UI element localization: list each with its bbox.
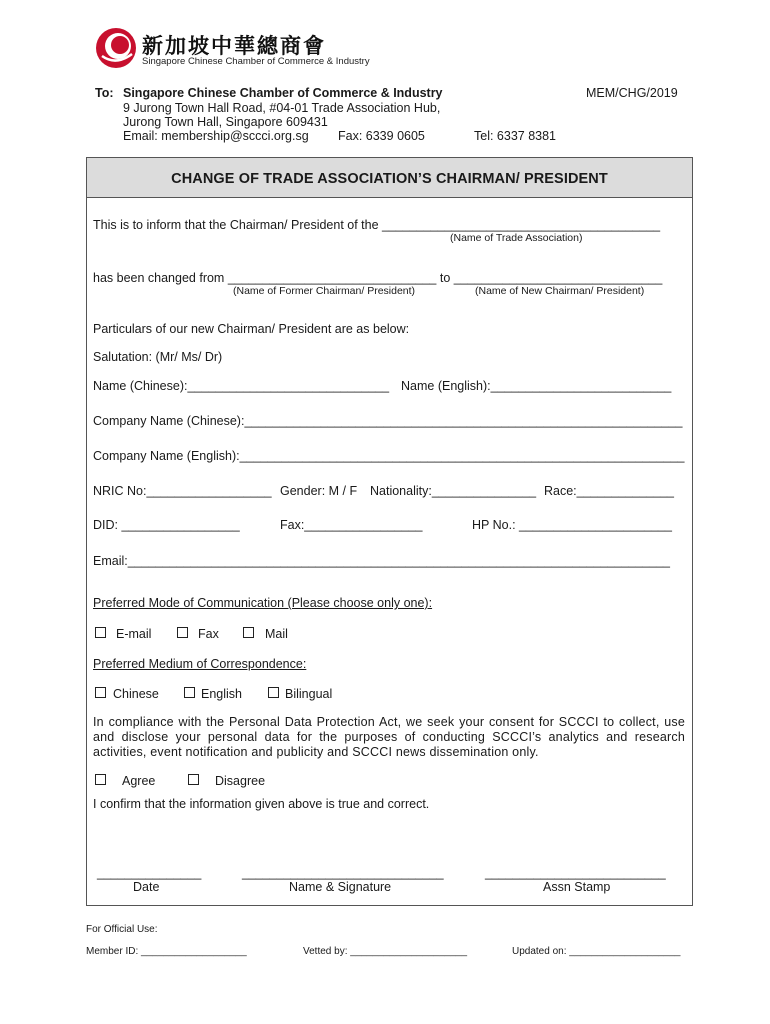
disagree-checkbox[interactable] <box>188 774 199 785</box>
updated-on-field[interactable]: Updated on: ____________________ <box>512 946 681 957</box>
address-line-1: 9 Jurong Town Hall Road, #04-01 Trade Association Hub, <box>123 101 441 115</box>
former-chairman-caption: (Name of Former Chairman/ President) <box>233 285 416 297</box>
address-line-2: Jurong Town Hall, Singapore 609431 <box>123 115 328 129</box>
bilingual-checkbox[interactable] <box>268 687 279 698</box>
english-option-label: English <box>201 687 242 701</box>
name-chinese-field[interactable]: Name (Chinese):_____________________________ <box>93 379 390 393</box>
disagree-option-label: Disagree <box>215 774 266 788</box>
sccci-emblem-icon <box>94 26 138 70</box>
stamp-signature-line[interactable]: __________________________ <box>485 866 666 880</box>
chinese-option-label: Chinese <box>113 687 159 701</box>
email-checkbox[interactable] <box>95 627 106 638</box>
org-name: Singapore Chinese Chamber of Commerce & Industry <box>123 86 443 100</box>
name-signature-line[interactable]: _____________________________ <box>242 866 444 880</box>
hp-field[interactable]: HP No.: ______________________ <box>472 518 672 532</box>
email-option-label: E-mail <box>116 627 152 641</box>
particulars-text: Particulars of our new Chairman/ President are as below: <box>93 322 410 336</box>
fax-checkbox[interactable] <box>177 627 188 638</box>
sccci-logo <box>94 24 384 72</box>
bilingual-option-label: Bilingual <box>285 687 333 701</box>
agree-option-label: Agree <box>122 774 156 788</box>
form-title: CHANGE OF TRADE ASSOCIATION’S CHAIRMAN/ PRESIDENT <box>87 158 692 198</box>
nric-field[interactable]: NRIC No:__________________ <box>93 484 272 498</box>
member-id-field[interactable]: Member ID: ___________________ <box>86 946 247 957</box>
agree-checkbox[interactable] <box>95 774 106 785</box>
new-chairman-caption: (Name of New Chairman/ President) <box>475 285 645 297</box>
logo-chinese-name: 新加坡中華總商會 <box>142 33 326 58</box>
date-signature-line[interactable]: _______________ <box>97 866 202 880</box>
communication-heading: Preferred Mode of Communication (Please choose only one): <box>93 596 433 610</box>
mail-checkbox[interactable] <box>243 627 254 638</box>
name-english-field[interactable]: Name (English):__________________________ <box>401 379 672 393</box>
confirmation-text: I confirm that the information given above is true and correct. <box>93 797 430 811</box>
pdpa-consent-text: In compliance with the Personal Data Protection Act, we seek your consent for SCCCI to collect, use and disclose your personal data for the purposes of conducting SCCCI’s analytics and research activities, event notification and publicity and SCCCI news dissemination only. <box>93 715 685 759</box>
medium-heading: Preferred Medium of Correspondence: <box>93 657 307 671</box>
reference-code: MEM/CHG/2019 <box>586 86 678 100</box>
did-field[interactable]: DID: _________________ <box>93 518 240 532</box>
company-chinese-field[interactable]: Company Name (Chinese):_______________________________________________________________ <box>93 414 683 428</box>
fax-field[interactable]: Fax:_________________ <box>280 518 423 532</box>
race-field[interactable]: Race:______________ <box>544 484 674 498</box>
name-signature-label: Name & Signature <box>289 880 392 894</box>
fax-option-label: Fax <box>198 627 219 641</box>
to-label: To: <box>95 86 114 100</box>
nationality-field[interactable]: Nationality:_______________ <box>370 484 537 498</box>
logo-english-name: Singapore Chinese Chamber of Commerce & Industry <box>142 56 370 67</box>
vetted-by-field[interactable]: Vetted by: _____________________ <box>303 946 468 957</box>
chinese-checkbox[interactable] <box>95 687 106 698</box>
english-checkbox[interactable] <box>184 687 195 698</box>
contact-email: Email: membership@sccci.org.sg <box>123 129 309 143</box>
official-use-heading: For Official Use: <box>86 924 158 935</box>
date-label: Date <box>133 880 160 894</box>
contact-fax: Fax: 6339 0605 <box>338 129 425 143</box>
company-english-field[interactable]: Company Name (English):________________________________________________________________ <box>93 449 685 463</box>
gender-field[interactable]: Gender: M / F <box>280 484 358 498</box>
mail-option-label: Mail <box>265 627 288 641</box>
assn-stamp-label: Assn Stamp <box>543 880 611 894</box>
email-field[interactable]: Email:______________________________________________________________________________ <box>93 554 670 568</box>
salutation-field[interactable]: Salutation: (Mr/ Ms/ Dr) <box>93 350 223 364</box>
changed-from-line[interactable]: has been changed from ______________________________ to ______________________________ <box>93 271 663 285</box>
association-caption: (Name of Trade Association) <box>450 232 583 244</box>
inform-line[interactable]: This is to inform that the Chairman/ President of the ________________________________________ <box>93 218 661 232</box>
contact-tel: Tel: 6337 8381 <box>474 129 557 143</box>
